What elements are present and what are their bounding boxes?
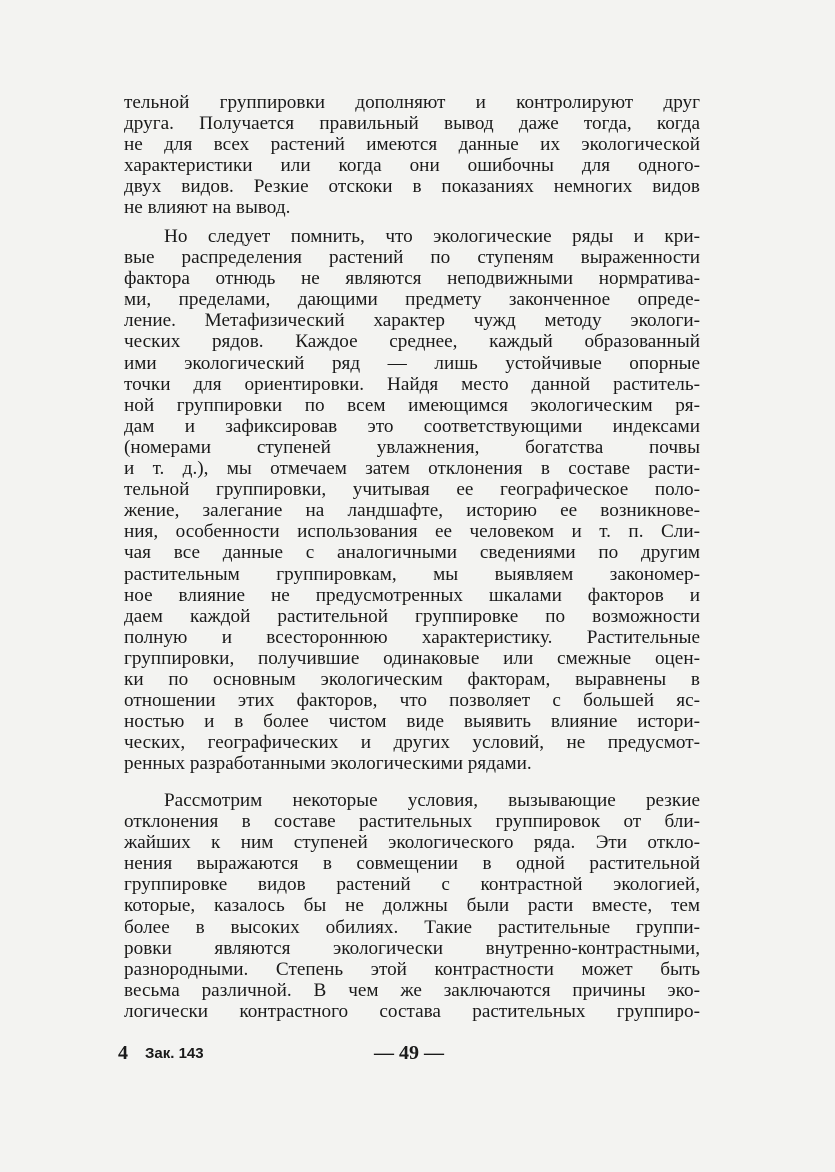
page-footer [118,1042,700,1066]
text-line: группировки, получившие одинаковые или смежные оцен- [124,647,700,669]
text-line: характеристики или когда они ошибочны для одного- [124,155,700,177]
text-line: которые, казалось бы не должны были расти вместе, тем [124,895,700,917]
print-order-label: Зак. 143 [145,1045,204,1062]
text-line: вые распределения растений по ступеням выраженности [124,247,700,269]
text-line: отношении этих факторов, что позволяет с большей яс- [124,690,700,712]
paragraph-3 [124,790,700,1022]
text-line: жайших к ним ступеней экологического ряда. Эти откло- [124,832,700,854]
text-line: ими экологический ряд — лишь устойчивые опорные [124,352,700,374]
text-line: не для всех растений имеются данные их экологической [124,134,700,156]
text-line: ностью и в более чистом виде выявить влияние истори- [124,711,700,733]
text-line: дам и зафиксировав это соответствующими индексами [124,415,700,437]
text-line: весьма различной. В чем же заключаются причины эко- [124,979,700,1001]
text-line: тельной группировки, учитывая ее географическое поло- [124,479,700,501]
text-line: растительным группировкам, мы выявляем закономер- [124,563,700,585]
text-line: ной группировки по всем имеющимся экологическим ря- [124,394,700,416]
text-line: Рассмотрим некоторые условия, вызывающие резкие [164,790,700,811]
signature-mark: 4 [118,1042,128,1064]
text-line: разнородными. Степень этой контрастности может быть [124,958,700,980]
text-line: более в высоких обилиях. Такие растительные группи- [124,916,700,938]
text-line: ния, особенности использования ее человеком и т. п. Сли- [124,521,700,543]
text-line: ческих, географических и других условий, не предусмот- [124,732,700,754]
text-line: ми, пределами, дающими предмету законченное опреде- [124,289,700,311]
text-line: Но следует помнить, что экологические ряды и кри- [164,226,700,247]
text-line: точки для ориентировки. Найдя место данной раститель- [124,373,700,395]
text-line: тельной группировки дополняют и контролируют друг [124,92,700,113]
text-line: ровки являются экологически внутренно-контрастными, [124,937,700,959]
text-line: фактора отнюдь не являются неподвижными нормратива- [124,268,700,290]
text-line: и т. д.), мы отмечаем затем отклонения в составе расти- [124,458,700,480]
text-line: отклонения в составе растительных группировок от бли- [124,811,700,833]
text-line: друга. Получается правильный вывод даже тогда, когда [124,113,700,135]
paragraph-1 [124,92,700,219]
text-line: полную и всестороннюю характеристику. Растительные [124,626,700,648]
text-line: ческих рядов. Каждое среднее, каждый образованный [124,331,700,353]
text-line: чая все данные с аналогичными сведениями по другим [124,542,700,564]
text-line: двух видов. Резкие отскоки в показаниях немногих видов [124,176,700,198]
text-line: даем каждой растительной группировке по возможности [124,605,700,627]
text-line: не влияют на вывод. [124,197,291,219]
page-number: — 49 — [374,1042,444,1064]
paragraph-2 [124,226,700,774]
text-line: ки по основным экологическим факторам, выравнены в [124,668,700,690]
text-line: логически контрастного состава растительных группиро- [124,1000,700,1022]
text-line: группировке видов растений с контрастной экологией, [124,874,700,896]
text-line: ление. Метафизический характер чужд методу экологи- [124,310,700,332]
text-line: ренных разработанными экологическими рядами. [124,753,532,775]
text-line: ное влияние не предусмотренных шкалами факторов и [124,584,700,606]
text-line: жение, залегание на ландшафте, историю ее возникнове- [124,500,700,522]
text-line: нения выражаются в совмещении в одной растительной [124,853,700,875]
text-line: (номерами ступеней увлажнения, богатства почвы [124,436,700,458]
